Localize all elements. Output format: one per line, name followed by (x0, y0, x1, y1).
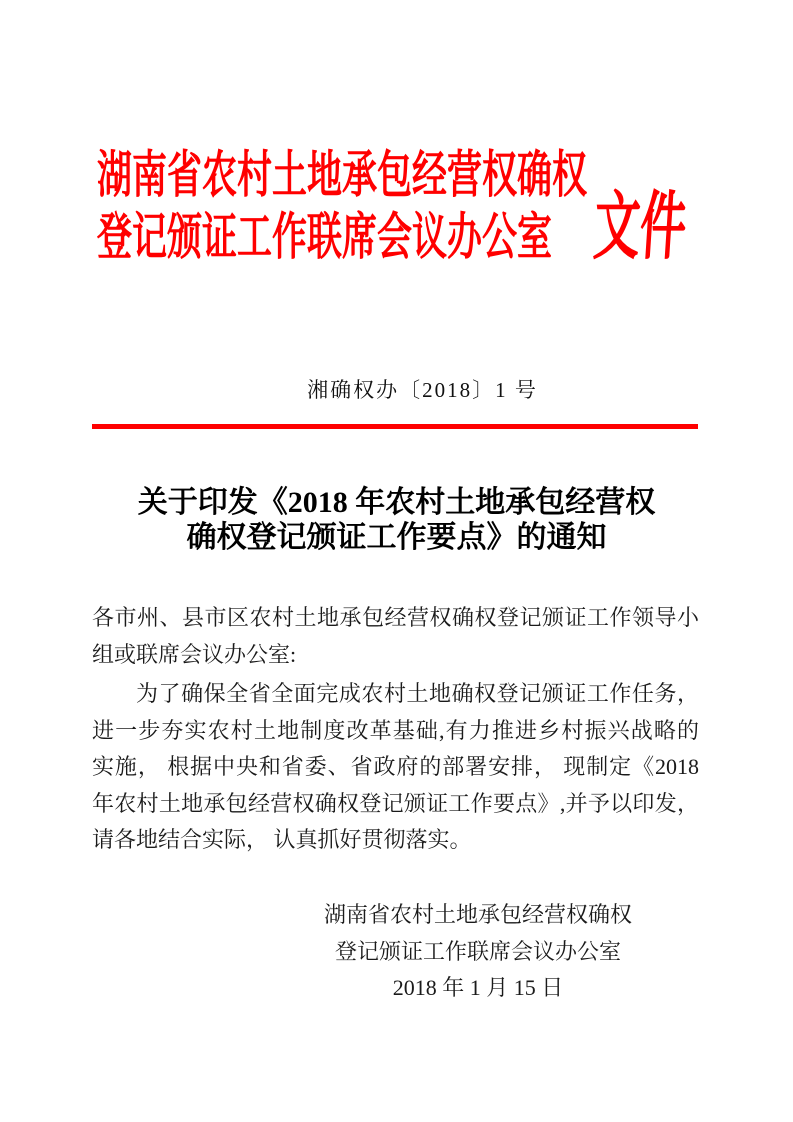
signature-block (278, 897, 678, 1007)
document-title (0, 485, 793, 555)
signature-date: 2018 年 1 月 15 日 (392, 975, 564, 1000)
body-line-5: 请各地结合实际， 认真抓好贯彻落实。 (92, 827, 472, 852)
salutation-line-1: 各市州、县市区农村土地承包经营权确权登记颁证工作领导小 (92, 605, 699, 630)
salutation-paragraph (92, 600, 699, 673)
document-body (92, 600, 699, 859)
document-title-line-2: 确权登记颁证工作要点》的通知 (186, 521, 607, 554)
main-paragraph (92, 676, 699, 859)
letterhead-org-name (97, 144, 627, 269)
body-line-4: 年农村土地承包经营权确权登记颁证工作要点》,并予以印发， (92, 790, 699, 816)
salutation-line-2: 组或联席会议办公室: (92, 641, 297, 667)
letterhead-org-line-1: 湖南省农村土地承包经营权确权 (97, 146, 588, 204)
document-number: 湘确权办〔2018〕1 号 (307, 378, 538, 402)
signature-org-line-1: 湖南省农村土地承包经营权确权 (323, 902, 632, 927)
letterhead-document-marker: 文件 (591, 185, 689, 269)
letterhead-org-line-2: 登记颁证工作联席会议办公室 (97, 209, 553, 266)
red-divider-line (92, 424, 698, 429)
body-line-3: 实施， 根据中央和省委、省政府的部署安排， 现制定《2018 (92, 754, 699, 779)
body-line-1: 为了确保全省全面完成农村土地确权登记颁证工作任务， (136, 681, 699, 706)
signature-org-line-2: 登记颁证工作联席会议办公室 (334, 938, 621, 964)
body-line-2: 进一步夯实农村土地制度改革基础,有力推进乡村振兴战略的 (92, 717, 699, 743)
document-title-line-1: 关于印发《2018 年农村土地承包经营权 (137, 486, 656, 519)
